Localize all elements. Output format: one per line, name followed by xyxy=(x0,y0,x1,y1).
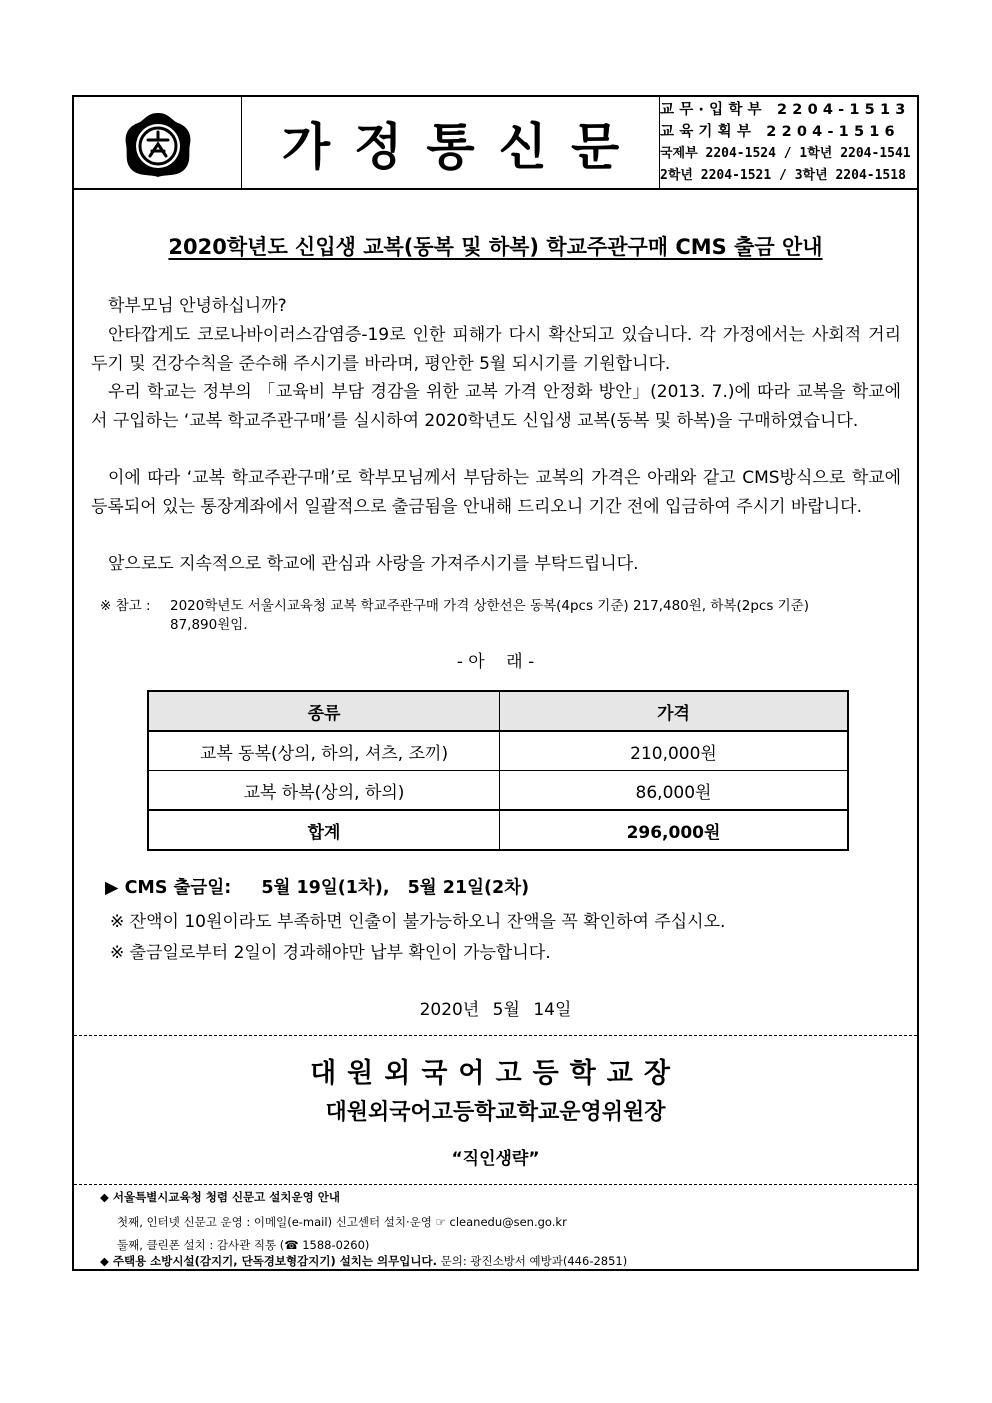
body-paragraph-3 xyxy=(91,464,901,521)
table-cell: 교복 하복(상의, 하의) xyxy=(148,771,500,811)
greeting-text: 학부모님 안녕하십니까? xyxy=(108,296,287,316)
table-row xyxy=(148,771,848,811)
contact-line: 교무·입학부 2204-1513 xyxy=(660,102,911,118)
arrow-right-icon: ▶ xyxy=(105,878,119,898)
contact-list xyxy=(660,99,919,188)
body-paragraph-4 xyxy=(91,550,901,579)
contact-line: 국제부 2204-1524 / 1학년 2204-1541 xyxy=(660,146,911,161)
warning-balance: ※ 잔액이 10원이라도 부족하면 인출이 불가능하오니 잔액을 꼭 확인하여 주십시오. xyxy=(110,912,726,932)
table-cell: 합계 xyxy=(148,810,500,850)
section-divider-label: - 아 래 - xyxy=(456,652,535,672)
column-header: 가격 xyxy=(500,691,849,731)
note-line-2: 87,890원임. xyxy=(170,617,248,633)
cms-date-2: 5월 21일(2차) xyxy=(407,878,530,898)
column-header: 종류 xyxy=(148,691,500,731)
header xyxy=(74,97,917,190)
school-logo-cell xyxy=(74,97,242,188)
cms-date-1: 5월 19일(1차), xyxy=(261,878,390,898)
table-cell: 86,000원 xyxy=(500,771,849,811)
contact-line: 교육기획부 2204-1516 xyxy=(660,124,900,140)
seal-omitted-text: “직인생략” xyxy=(451,1149,540,1169)
school-emblem-icon xyxy=(121,110,195,180)
table-cell: 296,000원 xyxy=(500,810,849,850)
body-text: 이에 따라 ‘교복 학교주관구매’로 학부모님께서 부담하는 교복의 가격은 아래와 같고 CMS방식으로 학교에 등록되어 있는 통장계좌에서 일괄적으로 출금됨을 안내해 드리오니 기간 전에 입금하여 주시기 바랍니다. xyxy=(91,468,901,517)
issue-date: 2020년 5월 14일 xyxy=(419,1000,572,1020)
body-text: 안타깝게도 코로나바이러스감염증-19로 인한 피해가 다시 확산되고 있습니다. 각 가정에서는 사회적 거리두기 및 건강수칙을 준수해 주시기를 바라며, 평안한 5월 되시기를 기원합니다. xyxy=(91,325,901,374)
body-paragraph-1 xyxy=(91,321,901,378)
fire-notice-contact: 문의: 광진소방서 예방과(446-2851) xyxy=(440,1254,628,1268)
body-text: 우리 학교는 정부의 「교육비 부담 경감을 위한 교복 가격 안정화 방안」(2013. 7.)에 따라 교복을 학교에서 구입하는 ‘교복 학교주관구매’를 실시하여 2020학년도 신입생 교복(동복 및 하복)을 구매하였습니다. xyxy=(91,382,901,431)
document-frame xyxy=(72,95,919,1271)
table-cell: 교복 동복(상의, 하의, 셔츠, 조끼) xyxy=(148,731,500,771)
cms-withdrawal-dates xyxy=(105,874,529,899)
cms-label: CMS 출금일: xyxy=(124,878,232,898)
footer-notice-email: 첫째, 인터넷 신문고 운영 : 이메일(e-mail) 신고센터 설치·운영 ☞ cleanedu@sen.go.kr xyxy=(117,1215,567,1229)
dashed-divider xyxy=(74,1184,917,1185)
note-lead: ※ 참고 : xyxy=(100,598,151,614)
footer-notice-title: ◆ 서울특별시교육청 청렴 신문고 설치운영 안내 xyxy=(100,1190,340,1204)
table-total-row xyxy=(148,810,848,850)
newsletter-title: 가정통신문 xyxy=(281,117,644,176)
table-header-row xyxy=(148,691,848,731)
table-cell: 210,000원 xyxy=(500,731,849,771)
greeting-paragraph xyxy=(91,292,901,321)
body-paragraph-2 xyxy=(91,378,901,435)
committee-signature: 대원외국어고등학교학교운영위원장 xyxy=(325,1100,666,1125)
table-row xyxy=(148,731,848,771)
body-text: 앞으로도 지속적으로 학교에 관심과 사랑을 가져주시기를 부탁드립니다. xyxy=(108,554,639,574)
reference-note xyxy=(100,597,900,635)
price-table xyxy=(147,690,849,851)
dashed-divider xyxy=(74,1035,917,1036)
document-title: 2020학년도 신입생 교복(동복 및 하복) 학교주관구매 CMS 출금 안내 xyxy=(168,235,823,259)
note-line-1: 2020학년도 서울시교육청 교복 학교주관구매 가격 상한선은 동복(4pcs 기준) 217,480원, 하복(2pcs 기준) xyxy=(170,598,809,614)
footer-fire-notice xyxy=(100,1253,627,1269)
fire-notice-main: ◆ 주택용 소방시설(감지기, 단독경보형감지기) 설치는 의무입니다. xyxy=(100,1254,437,1268)
newsletter-title-cell xyxy=(242,97,660,188)
principal-signature: 대원외국어고등학교장 xyxy=(310,1058,681,1089)
warning-confirmation: ※ 출금일로부터 2일이 경과해야만 납부 확인이 가능합니다. xyxy=(110,943,551,963)
footer-notice-phone: 둘째, 클린폰 설치 : 감사관 직통 (☎ 1588-0260) xyxy=(117,1238,370,1252)
document-title-wrap xyxy=(74,231,917,261)
contact-line: 2학년 2204-1521 / 3학년 2204-1518 xyxy=(660,168,906,183)
